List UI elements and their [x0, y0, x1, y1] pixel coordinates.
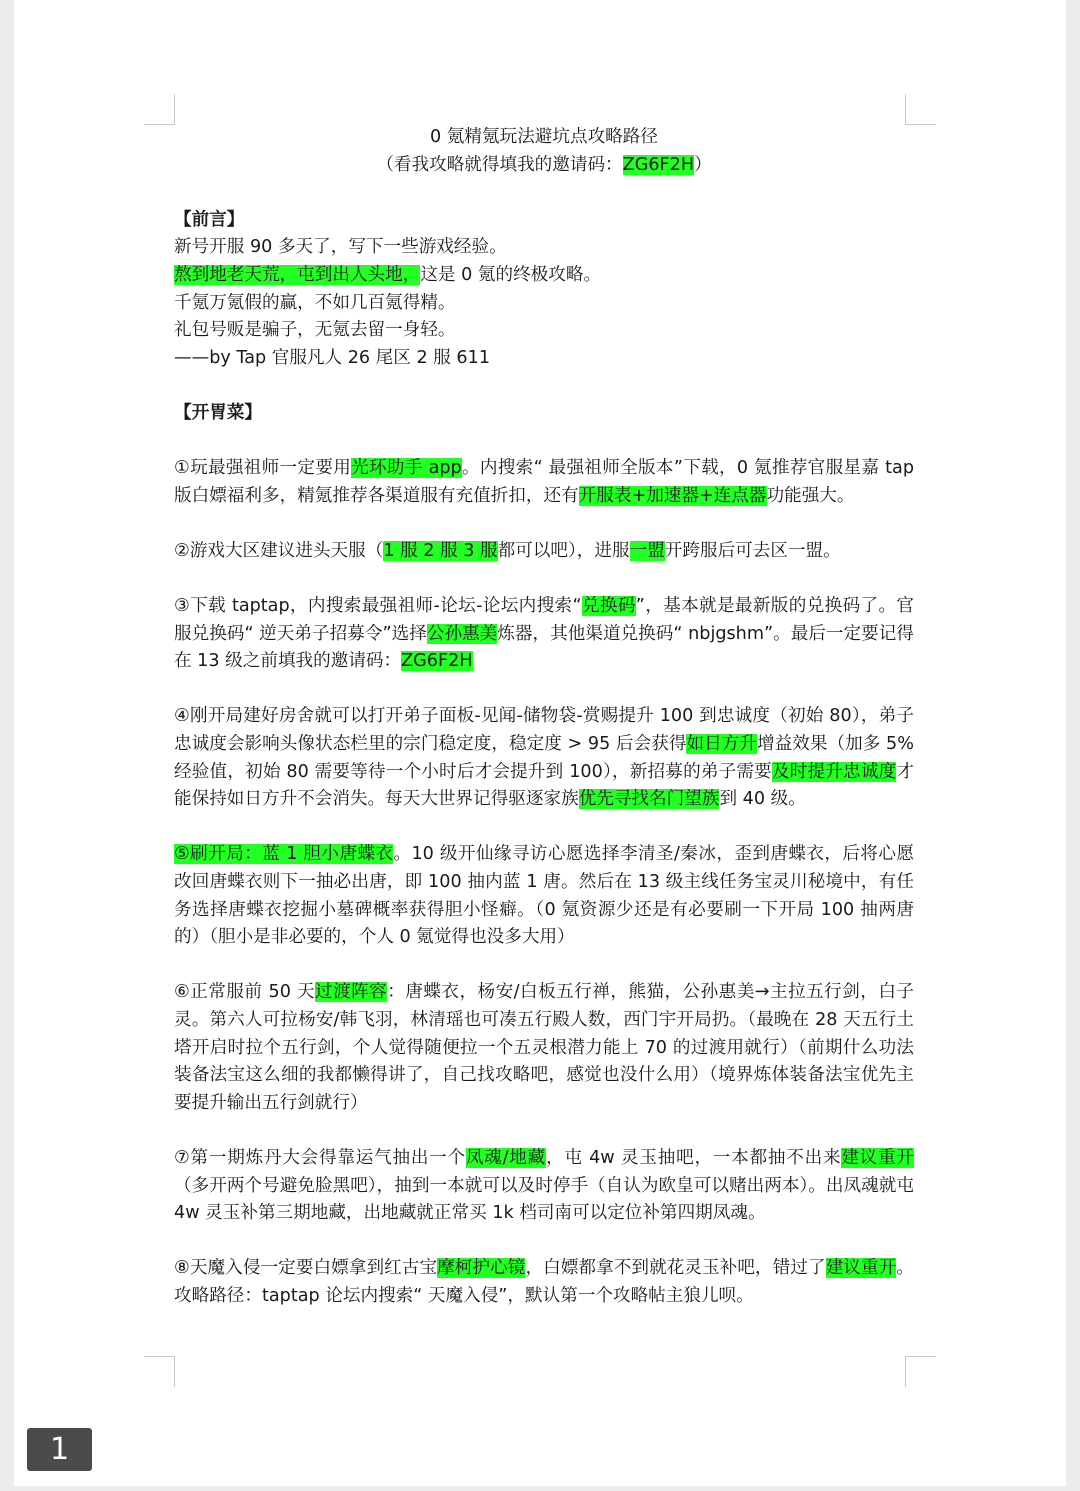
preface-line: 千氪万氪假的赢，不如几百氪得精。: [174, 292, 456, 313]
page-number-badge[interactable]: 1: [27, 1428, 92, 1471]
tip-4: ④刚开局建好房舍就可以打开弟子面板-见闻-储物袋-赏赐提升 100 到忠诚度（初始 80），弟子忠诚度会影响头像状态栏里的宗门稳定度，稳定度 > 95 后会获得如日方升增益效果（加多 5%经验值，初始 80 需要等待一个小时后才会提升到 100），新招募的弟子需要及时提升忠诚度才能保持如日方升不会消失。每天大世界记得驱逐家族优先寻找名门望族到 40 级。: [174, 706, 914, 810]
preface-line: 新号开服 90 多天了，写下一些游戏经验。: [174, 237, 507, 258]
tip-3: ③下载 taptap，内搜索最强祖师-论坛-论坛内搜索“兑换码”，基本就是最新版的兑换码了。官服兑换码“ 逆天弟子招募令”选择公孙惠美炼器，其他渠道兑换码“ nbjgshm”。最后一定要记得在 13 级之前填我的邀请码：ZG6F2H: [174, 596, 914, 672]
preface-line: 礼包号贩是骗子，无氪去留一身轻。: [174, 320, 456, 341]
tip-2: ②游戏大区建议进头天服（1 服 2 服 3 服都可以吧），进服一盟开跨服后可去区一盟。: [174, 540, 841, 561]
preface-line: 熬到地老天荒，屯到出人头地，这是 0 氪的终极攻略。: [174, 264, 602, 285]
appetizer-heading: 【开胃菜】: [174, 402, 262, 423]
crop-mark-bottom-left: [144, 1356, 175, 1387]
crop-mark-top-right: [905, 94, 936, 125]
tip-8: ⑧天魔入侵一定要白嫖拿到红古宝摩柯护心镜，白嫖都拿不到就花灵玉补吧，错过了建议重开。攻略路径：taptap 论坛内搜索“ 天魔入侵”，默认第一个攻略帖主狼儿呗。: [174, 1258, 914, 1306]
preface-signature: ——by Tap 官服凡人 26 尾区 2 服 611: [174, 347, 491, 368]
tip-6: ⑥正常服前 50 天过渡阵容：唐蝶衣，杨安/白板五行禅，熊猫，公孙惠美→主拉五行剑，白子灵。第六人可拉杨安/韩飞羽，林清瑶也可凑五行殿人数，西门宇开局扔。（最晚在 28 天五行土塔开启时拉个五行剑，个人觉得随便拉一个五灵根潜力能上 70 的过渡用就行）（前期什么功法装备法宝这么细的我都懒得讲了，自己找攻略吧，感觉也没什么用）（境界炼体装备法宝优先主要提升输出五行剑就行）: [174, 982, 914, 1113]
crop-mark-bottom-right: [905, 1356, 936, 1387]
preface-heading: 【前言】: [174, 209, 245, 230]
invite-code: ZG6F2H: [401, 651, 473, 672]
invite-code: ZG6F2H: [622, 154, 695, 175]
crop-mark-top-left: [144, 94, 175, 125]
doc-title: 0 氪精氪玩法避坑点攻略路径: [430, 127, 658, 147]
document-page: [14, 0, 1066, 1486]
tip-7: ⑦第一期炼丹大会得靠运气抽出一个凤魂/地藏，屯 4w 灵玉抽吧，一本都抽不出来建议重开（多开两个号避免脸黑吧），抽到一本就可以及时停手（自认为欧皇可以赌出两本）。出凤魂就屯 4w 灵玉补第三期地藏，出地藏就正常买 1k 档司南可以定位补第四期凤魂。: [174, 1147, 914, 1224]
tip-1: ①玩最强祖师一定要用光环助手 app。内搜索“ 最强祖师全版本”下载，0 氪推荐官服星嘉 tap 版白嫖福利多，精氪推荐各渠道服有充值折扣，还有开服表+加速器+连点器功能强大。: [174, 458, 914, 506]
tip-5: ⑤刷开局：蓝 1 胆小唐蝶衣。10 级开仙缘寻访心愿选择李清圣/秦冰，歪到唐蝶衣，后将心愿改回唐蝶衣则下一抽必出唐，即 100 抽内蓝 1 唐。然后在 13 级主线任务宝灵川秘境中，有任务选择唐蝶衣挖掘小墓碑概率获得胆小怪癖。（0 氪资源少还是有必要刷一下开局 100 抽两唐的）（胆小是非必要的，个人 0 氪觉得也没多大用）: [174, 844, 914, 948]
document-body: [174, 124, 914, 1311]
doc-subtitle: （看我攻略就得填我的邀请码：ZG6F2H）: [376, 154, 712, 175]
